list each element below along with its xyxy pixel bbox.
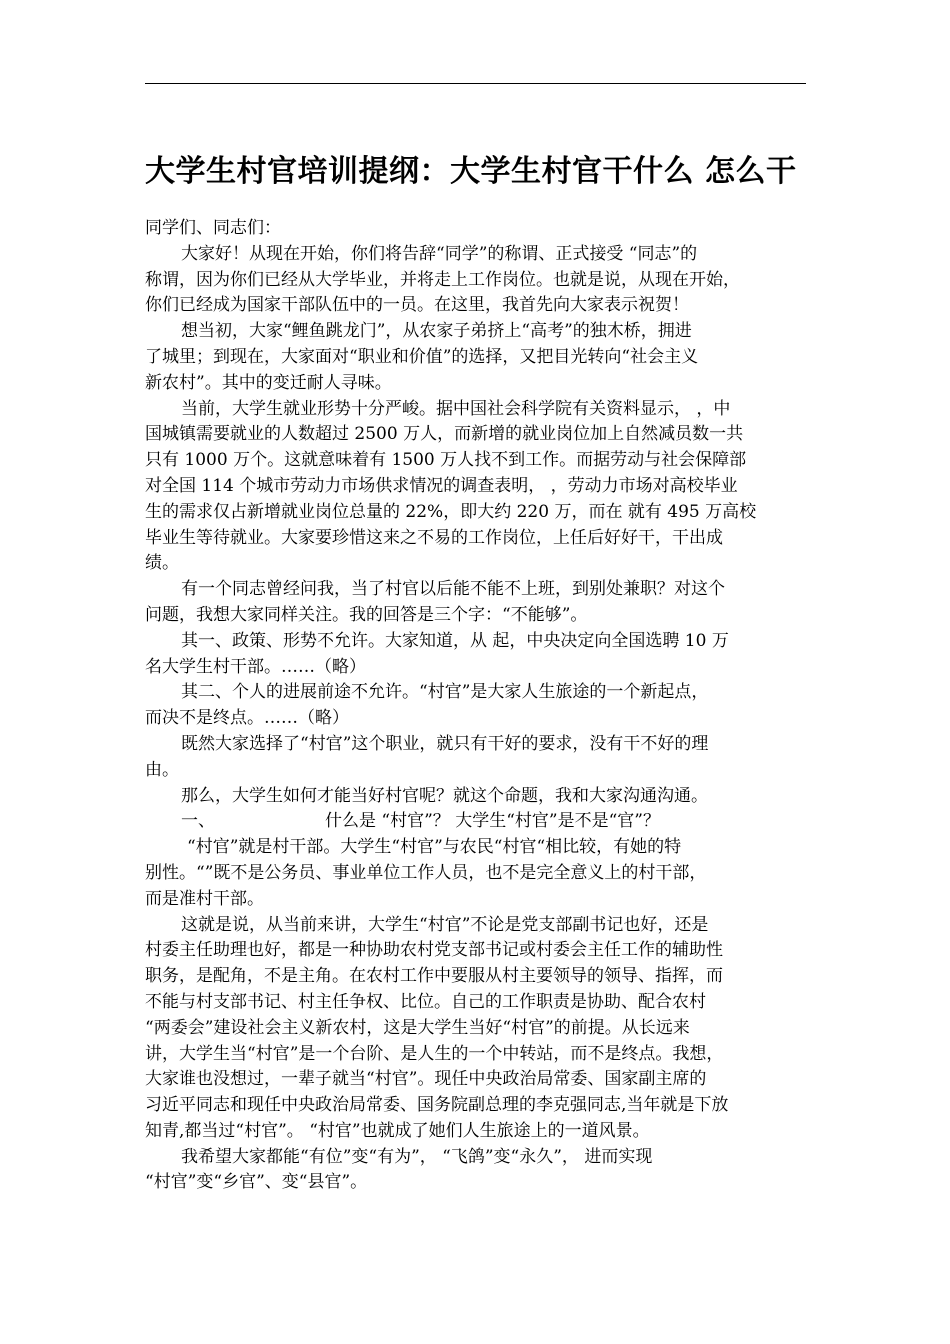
paragraph-line: 讲，大学生当“村官”是一个台阶、是人生的一个中转站，而不是终点。我想， [145, 1043, 724, 1064]
document-title: 大学生村官培训提纲：大学生村官干什么 怎么干 [145, 154, 797, 189]
paragraph-line: “村官”变“乡官”、变“县官”。 [145, 1172, 368, 1193]
section-heading [145, 809, 810, 835]
paragraph-line: 毕业生等待就业。大家要珍惜这来之不易的工作岗位，上任后好好干，干出成 [145, 527, 723, 548]
paragraph-line: 称谓，因为你们已经从大学毕业，并将走上工作岗位。也就是说，从现在开始， [145, 269, 740, 290]
paragraph-line: 职务，是配角，不是主角。在农村工作中要服从村主要领导的领导、指挥，而 [145, 966, 723, 987]
paragraph-line: 村委主任助理也好，都是一种协助农村党支部书记或村委会主任工作的辅助性 [145, 940, 723, 961]
paragraph-line: 大家好！从现在开始，你们将告辞“同学”的称谓、正式接受 “同志”的 [181, 243, 698, 264]
paragraph-line: 只有 1000 万个。这就意味着有 1500 万人找不到工作。而据劳动与社会保障部 [145, 450, 747, 471]
paragraph-line: 有一个同志曾经问我，当了村官以后能不能不上班，到别处兼职？对这个 [181, 579, 725, 600]
paragraph-line: 知青,都当过“村官”。 “村官”也就成了她们人生旅途上的一道风景。 [145, 1120, 650, 1141]
paragraph-line: 而决不是终点。……（略） [145, 708, 349, 729]
paragraph-line: 其二、个人的进展前途不允许。“村官”是大家人生旅途的一个新起点， [181, 682, 709, 703]
paragraph-line: 那么，大学生如何才能当好村官呢？就这个命题，我和大家沟通沟通。 [181, 785, 708, 806]
paragraph-line: 对全国 114 个城市劳动力市场供求情况的调查表明， ，劳动力市场对高校毕业 [145, 475, 738, 496]
paragraph-line: 大家谁也没想过，一辈子就当“村官”。现任中央政治局常委、国家副主席的 [145, 1069, 707, 1090]
paragraph-line: 当前，大学生就业形势十分严峻。据中国社会科学院有关资料显示， ，中 [181, 398, 731, 419]
section-title: 什么是 “村官”？ 大学生“村官”是不是“官”？ [325, 811, 660, 832]
paragraph-line: “两委会”建设社会主义新农村，这是大学生当好“村官”的前提。从长远来 [145, 1017, 690, 1038]
paragraph-line: 名大学生村干部。……（略） [145, 656, 366, 677]
paragraph-line: 国城镇需要就业的人数超过 2500 万人，而新增的就业岗位加上自然减员数一共 [145, 424, 744, 445]
paragraph-line: “村官”就是村干部。大学生“村官”与农民“村官“相比较，有她的特 [187, 837, 682, 858]
paragraph-line: 新农村”。其中的变迁耐人寻味。 [145, 372, 392, 393]
document-body [145, 216, 810, 1196]
paragraph-line: 不能与村支部书记、村主任争权、比位。自己的工作职责是协助、配合农村 [145, 991, 706, 1012]
paragraph-line: 习近平同志和现任中央政治局常委、国务院副总理的李克强同志,当年就是下放 [145, 1095, 729, 1116]
paragraph-line: 别性。“”既不是公务员、事业单位工作人员，也不是完全意义上的村干部， [145, 862, 707, 883]
paragraph-line: 既然大家选择了“村官”这个职业，就只有干好的要求，没有干不好的理 [181, 733, 709, 754]
paragraph-line: 问题，我想大家同样关注。我的回答是三个字：“不能够”。 [145, 604, 588, 625]
paragraph-line: 由。 [145, 759, 179, 780]
paragraph-line: 而是准村干部。 [145, 888, 264, 909]
salutation: 同学们、同志们： [145, 218, 281, 238]
section-number: 一、 [181, 811, 215, 832]
paragraph-line: 想当初，大家“鲤鱼跳龙门”，从农家子弟挤上“高考”的独木桥，拥进 [181, 321, 692, 342]
paragraph-line: 了城里；到现在，大家面对“职业和价值”的选择，又把目光转向“社会主义 [145, 346, 699, 367]
paragraph-line: 其一、政策、形势不允许。大家知道，从 起，中央决定向全国选聘 10 万 [181, 630, 729, 651]
paragraph-line: 生的需求仅占新增就业岗位总量的 22%，即大约 220 万，而在 就有 495 万高校 [145, 501, 757, 522]
paragraph-line: 我希望大家都能“有位”变“有为”， “飞鸽”变“永久”， 进而实现 [181, 1146, 653, 1167]
paragraph-line: 绩。 [145, 553, 179, 574]
paragraph-line: 你们已经成为国家干部队伍中的一员。在这里，我首先向大家表示祝贺！ [145, 295, 689, 316]
header-rule [145, 83, 806, 84]
paragraph-line: 这就是说，从当前来讲，大学生“村官”不论是党支部副书记也好，还是 [181, 914, 709, 935]
